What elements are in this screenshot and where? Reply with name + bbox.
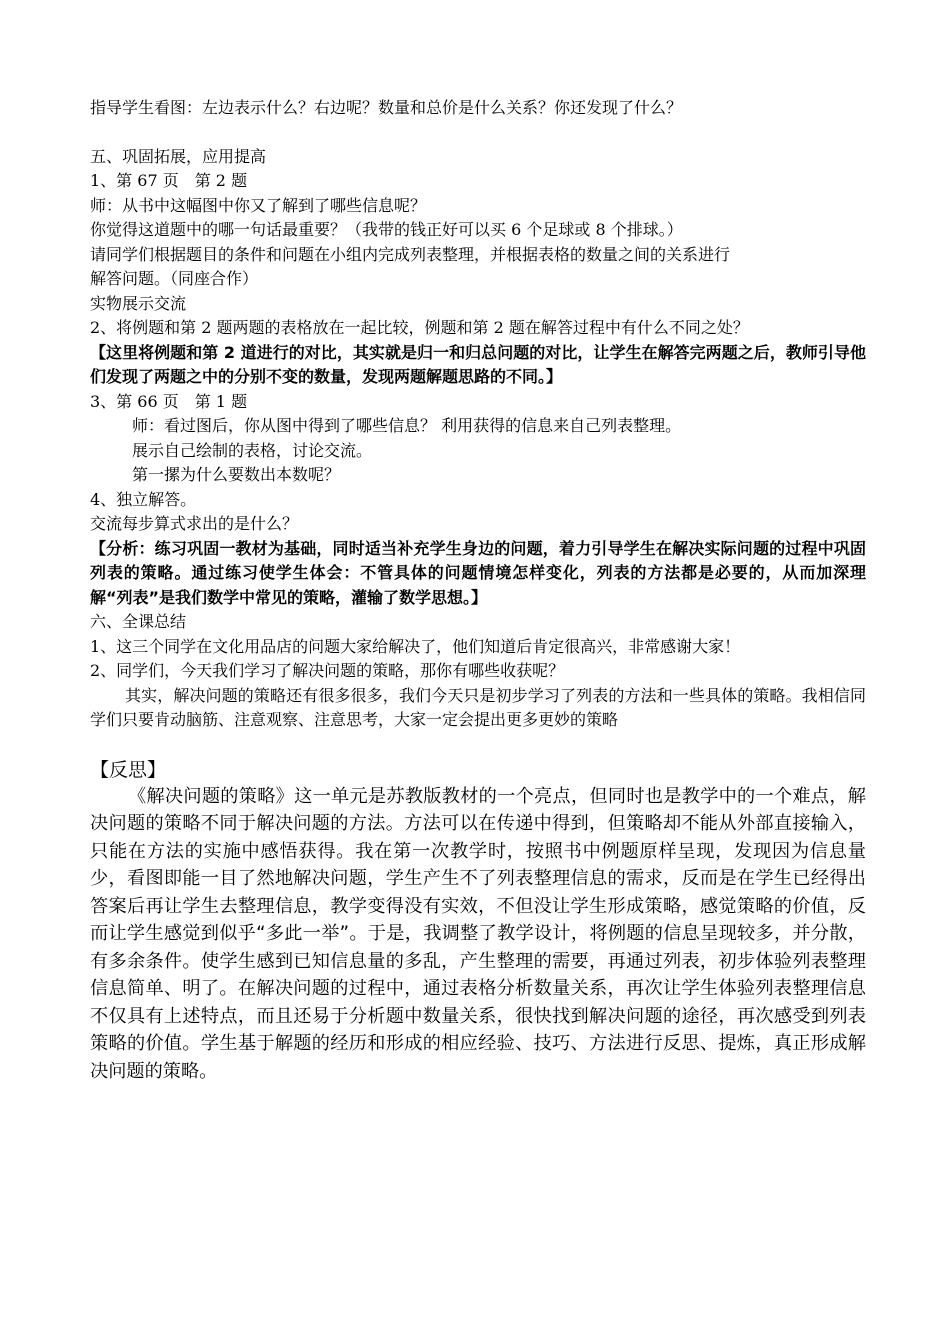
exercise-one-question-2: 你觉得这道题中的哪一句话最重要？（我带的钱正好可以买 6 个足球或 8 个排球。） [90, 220, 683, 239]
summary-item-2: 2、同学们，今天我们学习了解决问题的策略，那你有哪些收获呢？ [90, 661, 565, 680]
reflection-heading: 【反思】 [90, 758, 167, 781]
teaching-note-comparison: 【这里将例题和第 2 道进行的对比，其实就是归一和归总问题的对比，让学生在解答完两题之后，教师引导他们发现了两题之中的分别不变的数量，发现两题解题思路的不同。】 [90, 342, 866, 386]
section-five-heading: 五、巩固拓展，应用提高 [90, 146, 267, 166]
exercise-one-question-1: 师：从书中这幅图中你又了解到了哪些信息呢？ [90, 195, 427, 215]
document-page [90, 96, 866, 1085]
exercise-one-show: 实物展示交流 [90, 293, 187, 313]
summary-closing-paragraph: 其实，解决问题的策略还有很多很多，我们今天只是初步学习了列表的方法和一些具体的策略。我相信同学们只要肯动脑筋、注意观察、注意思考，大家一定会提出更多更妙的策略 [90, 685, 866, 729]
blank-line [90, 121, 866, 145]
intro-question-line: 指导学生看图：左边表示什么？右边呢？数量和总价是什么关系？你还发现了什么？ [90, 98, 683, 117]
summary-section [90, 610, 866, 733]
exercise-three-title: 3、第 66 页 第 1 题 [90, 391, 248, 411]
exercise-two-line: 2、将例题和第 2 题两题的表格放在一起比较，例题和第 2 题在解答过程中有什么不同之处？ [90, 318, 749, 337]
reflection-paragraph: 《解决问题的策略》这一单元是苏教版教材的一个亮点，但同时也是教学中的一个难点，解决问题的策略不同于解决问题的方法。方法可以在传递中得到，但策略却不能从外部直接输入，只能在方法的实施中感悟获得。我在第一次教学时，按照书中例题原样呈现，发现因为信息量少，看图即能一目了然地解决问题，学生产生不了列表整理信息的需求，反而是在学生已经得出答案后再让学生去整理信息，教学变得没有实效，不但没让学生形成策略，感觉策略的价值，反而让学生感觉到似乎“多此一举”。于是，我调整了教学设计，将例题的信息呈现较多，并分散，有多余条件。使学生感到已知信息量的多乱，产生整理的需要，再通过列表，初步体验列表整理信息简单、明了。在解决问题的过程中，通过表格分析数量关系，再次让学生体验列表整理信息不仅具有上述特点，而且还易于分析题中数量关系，很快找到解决问题的途径，再次感受到列表策略的价值。学生基于解题的经历和形成的相应经验、技巧、方法进行反思、提炼，真正形成解决问题的策略。 [90, 785, 866, 1082]
exercise-four-line-1: 交流每步算式求出的是什么？ [90, 514, 299, 533]
exercise-one-question-3-line-2: 解答问题。（同座合作） [90, 269, 259, 288]
exercise-one-question-3-line-1: 请同学们根据题目的条件和问题在小组内完成列表整理，并根据表格的数量之间的关系进行 [90, 244, 731, 264]
exercise-three-line-1: 师：看过图后，你从图中得到了哪些信息？ 利用获得的信息来自己列表整理。 [132, 416, 682, 435]
exercise-three-line-2: 展示自己绘制的表格，讨论交流。 [132, 440, 373, 460]
exercise-four-title: 4、独立解答。 [90, 489, 197, 509]
teaching-note-analysis: 【分析：练习巩固一教材为基础，同时适当补充学生身边的问题，着力引导学生在解决实际问题的过程中巩固列表的策略。通过练习使学生体会：不管具体的问题情境怎样变化，列表的方法都是必要的，从而加深理解“列表”是我们数学中常见的策略，灌输了数学思想。】 [90, 538, 866, 607]
exercise-three-section [90, 390, 866, 537]
exercise-three-line-3: 第一摞为什么要数出本数呢？ [132, 465, 341, 484]
section-six-heading: 六、全课总结 [90, 612, 187, 631]
lesson-plan-section [90, 96, 866, 341]
summary-item-1: 1、这三个同学在文化用品店的问题大家给解决了，他们知道后肯定很高兴，非常感谢大家！ [90, 636, 741, 656]
exercise-one-title: 1、第 67 页 第 2 题 [90, 171, 248, 190]
